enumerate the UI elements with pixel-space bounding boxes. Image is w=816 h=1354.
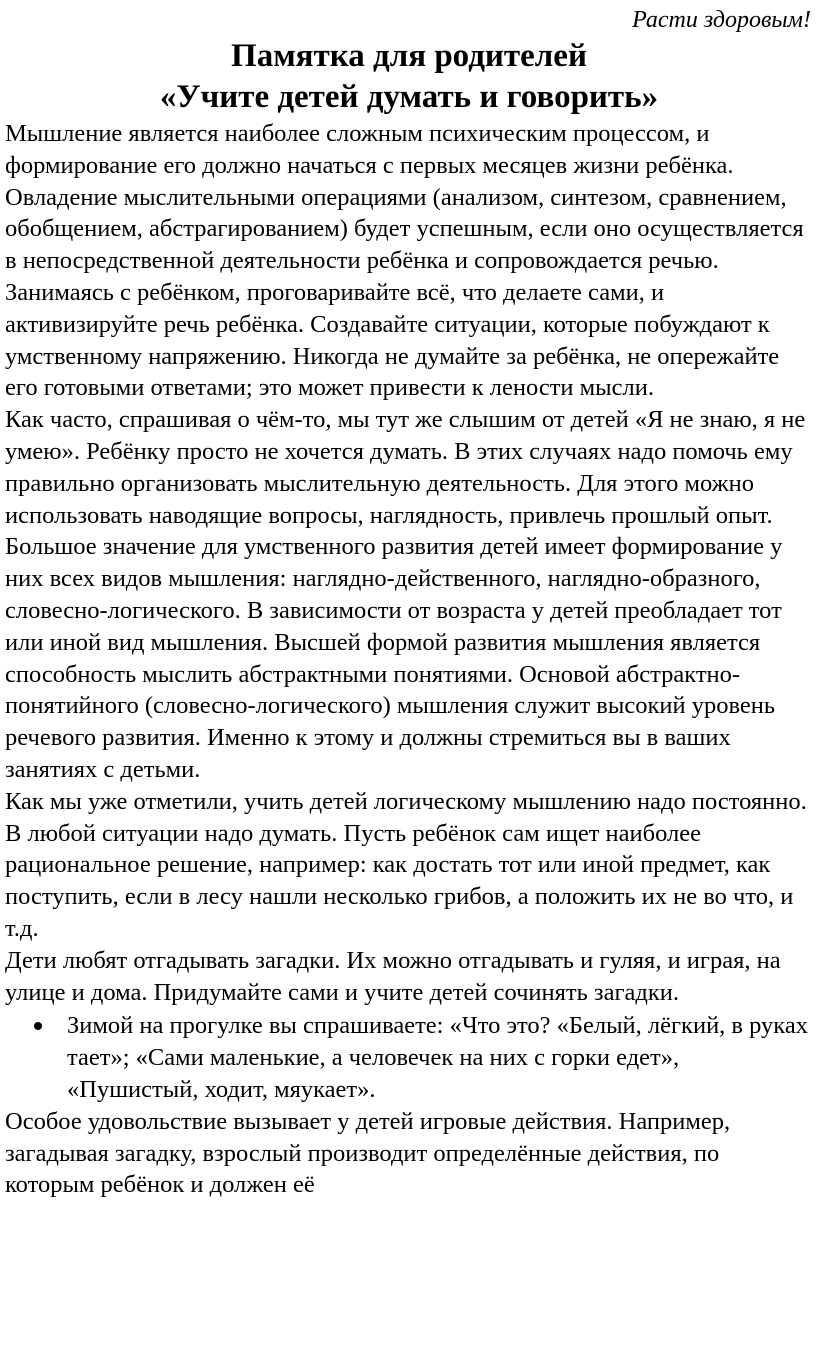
page-title <box>5 36 813 118</box>
paragraph-game-actions: Особое удовольствие вызывает у детей игровые действия. Например, загадывая загадку, взрослый производит определённые действия, по которым ребёнок и должен её <box>5 1107 731 1199</box>
list-item-text: Зимой на прогулке вы спрашиваете: «Что это? «Белый, лёгкий, в руках тает»; «Сами маленькие, а человечек на них с горки едет», «Пушистый, ходит, мяукает». <box>67 1012 808 1103</box>
paragraph-guiding-questions: Как часто, спрашивая о чём-то, мы тут же слышим от детей «Я не знаю, я не умею». Ребёнку просто не хочется думать. В этих случаях надо помочь ему правильно организовать мыслительную деятельность. Для этого можно использовать наводящие вопросы, наглядность, привлечь прошлый опыт. <box>5 406 806 529</box>
paragraph-logical-thinking: Как мы уже отметили, учить детей логическому мышлению надо постоянно. В любой ситуации надо думать. Пусть ребёнок сам ищет наиболее рациональное решение, например: как достать тот или иной предмет, как поступить, если в лесу нашли несколько грибов, а положить их не во что, и т.д. <box>5 787 807 942</box>
header-note: Расти здоровым! <box>632 7 811 33</box>
paragraph-thinking-intro: Мышление является наиболее сложным психическим процессом, и формирование его должно начаться с первых месяцев жизни ребёнка. Овладение мыслительными операциями (анализом, синтезом, сравнением, обобщением, абстрагированием) будет успешным, если оно осуществляется в непосредственной деятельности ребёнка и сопровождается речью. Занимаясь с ребёнком, проговаривайте всё, что делаете сами, и активизируйте речь ребёнка. Создавайте ситуации, которые побуждают к умственному напряжению. Никогда не думайте за ребёнка, не опережайте его готовыми ответами; это может привести к лености мысли. <box>5 120 804 402</box>
title-line-1: Памятка для родителей <box>231 38 587 74</box>
bullet-icon <box>34 1022 42 1030</box>
riddle-examples-list <box>5 1010 813 1105</box>
list-item <box>67 1010 813 1105</box>
paragraph-riddles: Дети любят отгадывать загадки. Их можно отгадывать и гуляя, и играя, на улице и дома. Придумайте сами и учите детей сочинять загадки. <box>5 946 781 1006</box>
paragraph-types-of-thinking: Большое значение для умственного развития детей имеет формирование у них всех видов мышления: наглядно-действенного, наглядно-образного, словесно-логического. В зависимости от возраста у детей преобладает тот или иной вид мышления. Высшей формой развития мышления является способность мыслить абстрактными понятиями. Основой абстрактно-понятийного (словесно-логического) мышления служит высокий уровень речевого развития. Именно к этому и должны стремиться вы в ваших занятиях с детьми. <box>5 533 783 783</box>
title-line-2: «Учите детей думать и говорить» <box>159 79 659 115</box>
